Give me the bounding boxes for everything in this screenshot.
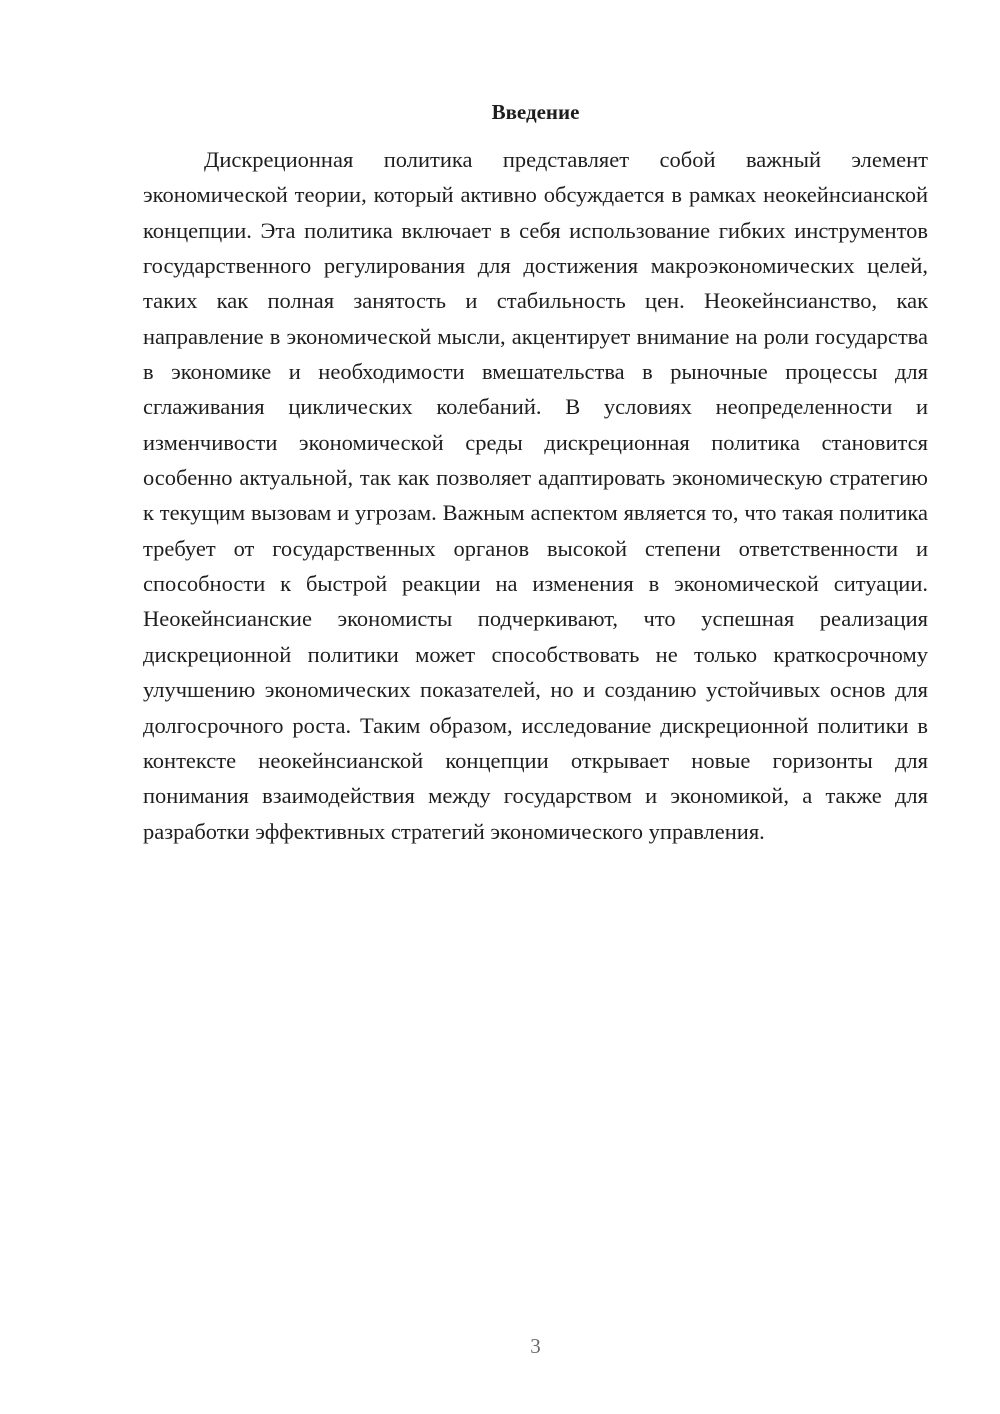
section-heading: Введение	[491, 100, 580, 124]
body-paragraph: Дискреционная политика представляет собой важный элемент экономической теории, который активно обсуждается в рамках неокейнсианской концепции. Эта политика включает в себя использование гибких инструментов государственного регулирования для достижения макроэкономических целей, таких как полная занятость и стабильность цен. Неокейнсианство, как направление в экономической мысли, акцентирует внимание на роли государства в экономике и необходимости вмешательства в рыночные процессы для сглаживания циклических колебаний. В условиях неопределенности и изменчивости экономической среды дискреционная политика становится особенно актуальной, так как позволяет адаптировать экономическую стратегию к текущим вызовам и угрозам. Важным аспектом является то, что такая политика требует от государственных органов высокой степени ответственности и способности к быстрой реакции на изменения в экономической ситуации. Неокейнсианские экономисты подчеркивают, что успешная реализация дискреционной политики может способствовать не только краткосрочному улучшению экономических показателей, но и созданию устойчивых основ для долгосрочного роста. Таким образом, исследование дискреционной политики в контексте неокейнсианской концепции открывает новые горизонты для понимания взаимодействия между государством и экономикой, а также для разработки эффективных стратегий экономического управления.	[143, 147, 928, 844]
page-number: 3	[530, 1334, 541, 1358]
